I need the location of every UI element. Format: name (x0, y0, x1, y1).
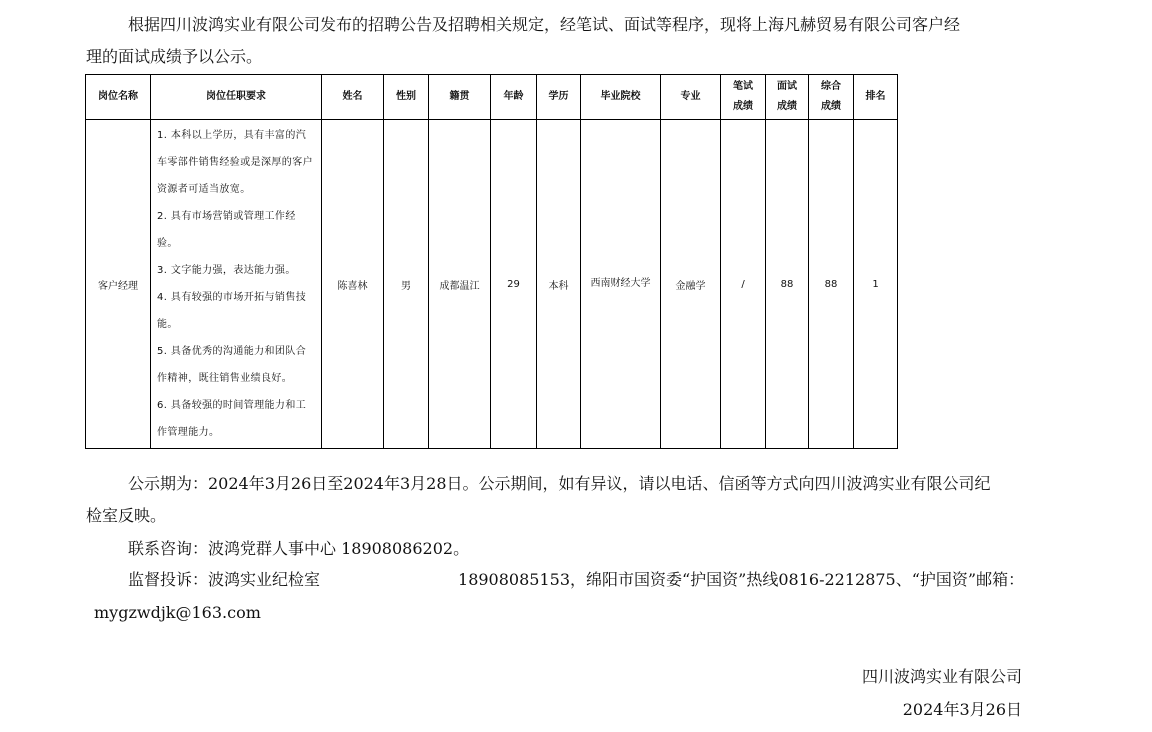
notice-complaint (128, 568, 1024, 592)
requirement-item-5: 5. 具备优秀的沟通能力和团队合作精神，既往销售业绩良好。 (157, 346, 307, 384)
header-age: 年龄 (491, 75, 537, 120)
cell-requirements (151, 120, 322, 449)
header-written-1: 笔试 (733, 81, 753, 92)
header-total-1: 综合 (821, 81, 841, 92)
cell-gender: 男 (384, 120, 429, 449)
cell-total-score: 88 (809, 120, 854, 449)
requirement-item-6: 6. 具备较强的时间管理能力和工作管理能力。 (157, 400, 307, 438)
header-interview-2: 成绩 (777, 101, 797, 112)
cell-education: 本科 (537, 120, 581, 449)
cell-major: 金融学 (661, 120, 721, 449)
notice-period-line-2: 检室反映。 (86, 506, 167, 525)
header-interview-1: 面试 (777, 81, 797, 92)
header-written-score (721, 75, 766, 120)
header-rank: 排名 (854, 75, 898, 120)
header-position: 岗位名称 (86, 75, 151, 120)
header-name: 姓名 (322, 75, 384, 120)
cell-position: 客户经理 (86, 120, 151, 449)
table-header-row (86, 75, 898, 120)
header-origin: 籍贯 (429, 75, 491, 120)
header-gender: 性别 (384, 75, 429, 120)
notice-complaint-office: 监督投诉：波鸿实业纪检室 (128, 570, 321, 589)
requirement-item-4: 4. 具有较强的市场开拓与销售技能。 (157, 292, 307, 330)
cell-school: 西南财经大学 (581, 120, 661, 449)
header-total-score (809, 75, 854, 120)
signature-company: 四川波鸿实业有限公司 (861, 667, 1022, 686)
cell-age: 29 (491, 120, 537, 449)
interview-result-table (85, 74, 898, 449)
notice-complaint-hotline: 18908085153，绵阳市国资委“护国资”热线0816-2212875、“护国资”邮箱： (458, 570, 1025, 589)
cell-origin: 成都温江 (429, 120, 491, 449)
notice-email: mygzwdjk@163.com (94, 603, 261, 622)
cell-name: 陈喜林 (322, 120, 384, 449)
notice-contact: 联系咨询：波鸿党群人事中心 18908086202。 (128, 539, 470, 558)
requirement-item-1: 1. 本科以上学历，具有丰富的汽车零部件销售经验或是深厚的客户资源者可适当放宽。 (157, 130, 313, 195)
header-interview-score (766, 75, 809, 120)
header-written-2: 成绩 (733, 101, 753, 112)
table-row (86, 120, 898, 449)
intro-line-1: 根据四川波鸿实业有限公司发布的招聘公告及招聘相关规定，经笔试、面试等程序，现将上海凡赫贸易有限公司客户经 (128, 15, 961, 34)
header-school: 毕业院校 (581, 75, 661, 120)
header-requirements: 岗位任职要求 (151, 75, 322, 120)
intro-paragraph (86, 9, 1036, 73)
signature-date: 2024年3月26日 (902, 700, 1022, 719)
notice-period-line-1: 公示期为：2024年3月26日至2024年3月28日。公示期间，如有异议，请以电话、信函等方式向四川波鸿实业有限公司纪 (128, 474, 991, 493)
header-major: 专业 (661, 75, 721, 120)
header-total-2: 成绩 (821, 101, 841, 112)
requirement-item-2: 2. 具有市场营销或管理工作经验。 (157, 211, 296, 249)
cell-interview-score: 88 (766, 120, 809, 449)
cell-rank: 1 (854, 120, 898, 449)
intro-line-2: 理的面试成绩予以公示。 (86, 47, 263, 66)
header-education: 学历 (537, 75, 581, 120)
cell-written-score: / (721, 120, 766, 449)
requirement-item-3: 3. 文字能力强，表达能力强。 (157, 265, 296, 276)
